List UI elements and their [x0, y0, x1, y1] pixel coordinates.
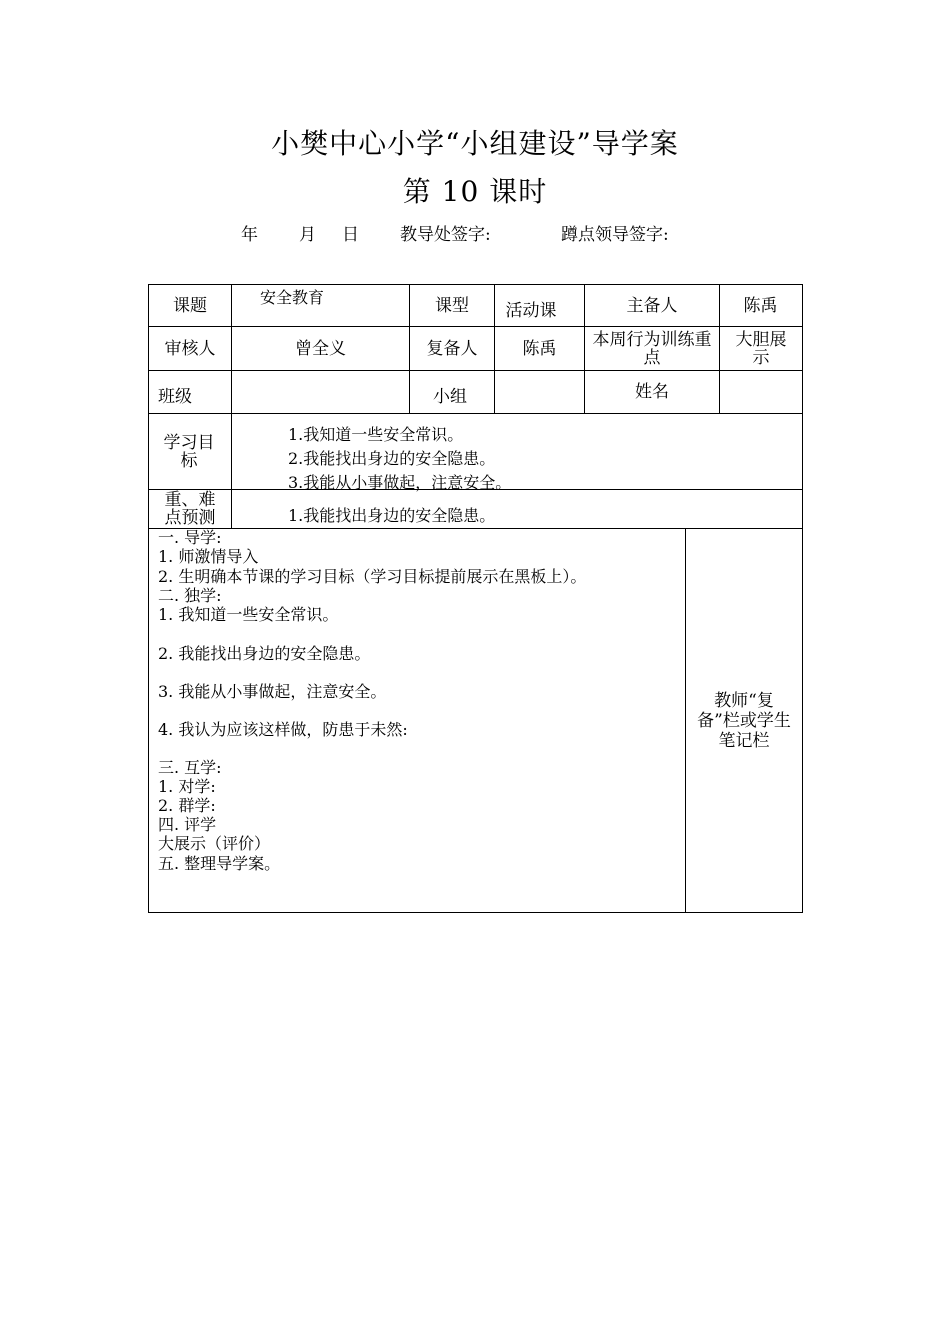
goal-item: 1.我知道一些安全常识。 — [288, 425, 464, 444]
main-preparer-value: 陈禹 — [743, 295, 778, 316]
content-line: 1. 我知道一些安全常识。 — [158, 605, 339, 624]
content-line: 3. 我能从小事做起，注意安全。 — [158, 682, 387, 701]
lesson-number: 第 10 课时 — [402, 175, 548, 208]
lesson-type-value: 活动课 — [505, 301, 557, 321]
weekly-focus-value: 大胆展示 — [735, 330, 787, 368]
co-preparer-value: 陈禹 — [522, 338, 557, 359]
content-line: 2. 群学: — [158, 796, 216, 815]
class-value[interactable] — [232, 371, 409, 413]
content-line: 2. 我能找出身边的安全隐患。 — [158, 644, 371, 663]
date-day-label: 日 — [342, 225, 359, 245]
content-line: 1. 对学: — [158, 777, 216, 796]
content-line: 大展示（评价） — [158, 834, 271, 853]
learning-goals-label: 学习目标 — [163, 433, 215, 471]
group-label: 小组 — [433, 387, 467, 407]
content-line: 4. 我认为应该这样做，防患于未然: — [158, 720, 408, 739]
topic-label: 课题 — [173, 295, 207, 316]
date-month-label: 月 — [299, 225, 316, 245]
document-title: 小樊中心小学“小组建设”导学案 — [271, 127, 679, 160]
key-points-value: 1.我能找出身边的安全隐患。 — [288, 506, 496, 525]
reviewer-value: 曾全义 — [295, 338, 346, 359]
section-heading: 三. 互学: — [158, 758, 222, 777]
goal-item: 2.我能找出身边的安全隐患。 — [288, 449, 496, 468]
section-heading: 四. 评学 — [158, 815, 217, 834]
section-heading: 五. 整理导学案。 — [158, 854, 281, 873]
co-preparer-label: 复备人 — [426, 338, 478, 359]
weekly-focus-label: 本周行为训练重点 — [592, 330, 712, 368]
main-preparer-label: 主备人 — [626, 295, 678, 316]
section-heading: 二. 独学: — [158, 586, 222, 605]
section-heading: 一. 导学: — [158, 528, 222, 547]
key-points-label: 重、难点预测 — [164, 490, 216, 528]
class-label: 班级 — [158, 387, 192, 407]
group-value[interactable] — [495, 371, 584, 413]
lesson-type-label: 课型 — [435, 295, 469, 316]
name-value[interactable] — [720, 371, 801, 413]
leader-signature-label: 蹲点领导签字: — [561, 225, 669, 245]
office-signature-label: 教导处签字: — [400, 225, 491, 245]
topic-value: 安全教育 — [260, 288, 325, 307]
goal-item: 3.我能从小事做起，注意安全。 — [288, 473, 512, 492]
reviewer-label: 审核人 — [164, 338, 216, 359]
date-year-label: 年 — [241, 225, 258, 245]
notes-column-label: 教师“复备”栏或学生笔记栏 — [697, 691, 791, 751]
content-line: 2. 生明确本节课的学习目标（学习目标提前展示在黑板上）。 — [158, 567, 587, 586]
name-label: 姓名 — [635, 382, 669, 402]
content-line: 1. 师激情导入 — [158, 547, 259, 566]
